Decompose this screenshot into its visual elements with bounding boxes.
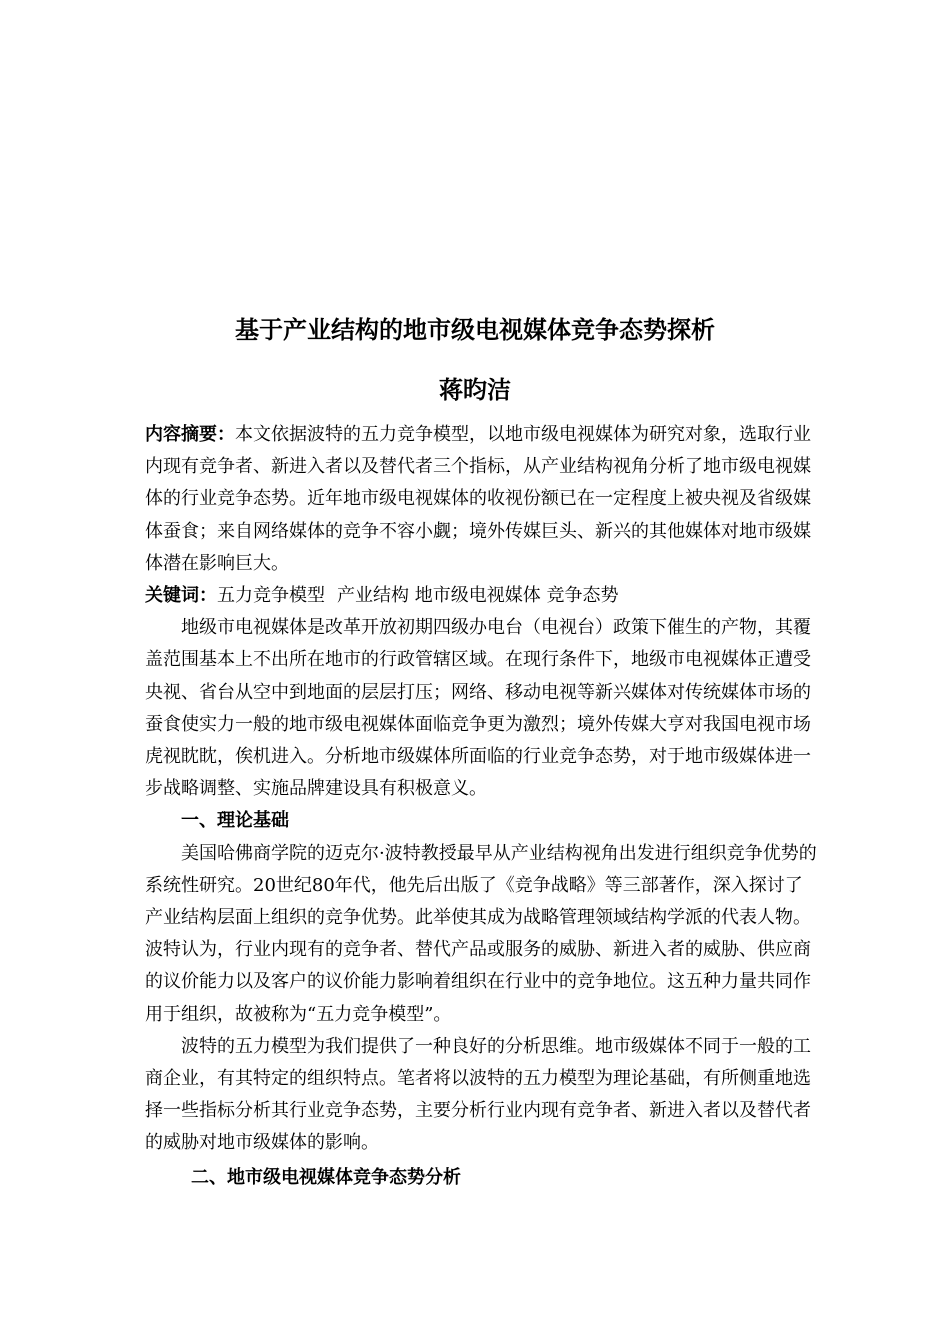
abstract-paragraph [145, 419, 817, 580]
keyword-item: 竞争态势 [546, 585, 619, 607]
keyword-item: 五力竞争模型 [217, 585, 325, 607]
keyword-item: 产业结构 [337, 585, 409, 607]
keywords-label: 关键词： [145, 585, 217, 607]
abstract-label: 内容摘要： [145, 424, 235, 445]
author-name: 蒋昀洁 [439, 375, 511, 404]
intro-paragraph: 地级市电视媒体是改革开放初期四级办电台（电视台）政策下催生的产物，其覆盖范围基本上不出所在地市的行政管辖区域。在现行条件下，地级市电视媒体正遭受央视、省台从空中到地面的层层打压；网络、移动电视等新兴媒体对传统媒体市场的蚕食使实力一般的地市级电视媒体面临竞争更为激烈；境外传媒大亨对我国电视市场虎视眈眈，俟机进入。分析地市级媒体所面临的行业竞争态势，对于地市级媒体进一步战略调整、实施品牌建设具有积极意义。 [145, 617, 811, 800]
keyword-item: 地市级电视媒体 [414, 585, 541, 607]
body-paragraph: 美国哈佛商学院的迈克尔·波特教授最早从产业结构视角出发进行组织竞争优势的系统性研究。20世纪80年代，他先后出版了《竞争战略》等三部著作，深入探讨了产业结构层面上组织的竞争优势。此举使其成为战略管理领域结构学派的代表人物。波特认为，行业内现有的竞争者、替代产品或服务的威胁、新进入者的威胁、供应商的议价能力以及客户的议价能力影响着组织在行业中的竞争地位。这五种力量共同作用于组织，故被称为“五力竞争模型”。 [145, 842, 817, 1025]
document-body [145, 419, 817, 1194]
body-paragraph: 波特的五力模型为我们提供了一种良好的分析思维。地市级媒体不同于一般的工商企业，有其特定的组织特点。笔者将以波特的五力模型为理论基础，有所侧重地选择一些指标分析其行业竞争态势，主要分析行业内现有竞争者、新进入者以及替代者的威胁对地市级媒体的影响。 [145, 1035, 811, 1154]
document-title: 基于产业结构的地市级电视媒体竞争态势探析 [235, 315, 715, 344]
abstract-text: 本文依据波特的五力竞争模型，以地市级电视媒体为研究对象，选取行业内现有竞争者、新进入者以及替代者三个指标，从产业结构视角分析了地市级电视媒体的行业竞争态势。近年地市级电视媒体的收视份额已在一定程度上被央视及省级媒体蚕食；来自网络媒体的竞争不容小觑；境外传媒巨头、新兴的其他媒体对地市级媒体潜在影响巨大。 [145, 424, 811, 574]
keywords-line [145, 580, 817, 612]
section-heading-1: 一、理论基础 [181, 810, 289, 832]
section-heading-2: 二、地市级电视媒体竞争态势分析 [191, 1166, 461, 1188]
